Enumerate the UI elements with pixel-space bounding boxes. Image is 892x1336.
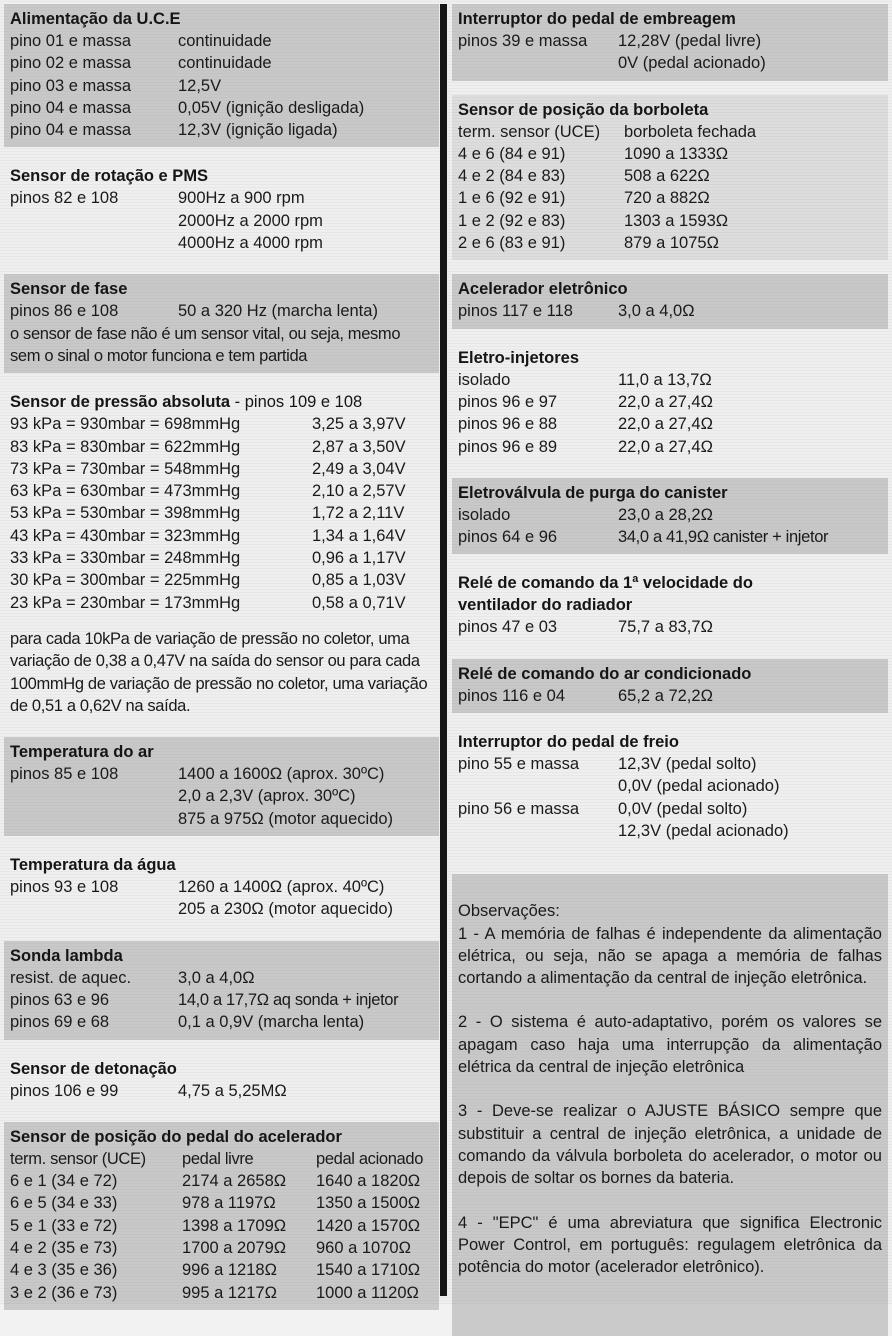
section-title: Eletroválvula de purga do canister [458,483,728,502]
section-purga-canister [452,478,888,555]
section-sensor-pressao-absoluta [4,387,439,723]
spec-row: 30 kPa = 300mbar = 225mmHg 0,85 a 1,03V [10,571,406,590]
spec-row: pino 55 e massa 12,3V (pedal solto) [458,755,757,774]
table-row: 6 e 1 (34 e 72) 2174 a 2658Ω 1640 a 1820Ω [10,1172,421,1191]
table-header: term. sensor (UCE) pedal livre pedal acionado [10,1149,424,1168]
section-acelerador-eletronico [452,274,888,328]
spec-row: pinos 86 e 108 50 a 320 Hz (marcha lenta) [10,302,378,321]
spec-row: pino 01 e massa continuidade [10,32,272,50]
spec-row: pinos 64 e 96 34,0 a 41,9Ω canister + injetor [458,528,829,547]
spec-row: 12,3V (pedal acionado) [618,821,789,840]
table-row: 1 e 2 (92 e 83) 1303 a 1593Ω [458,211,729,230]
observacoes-label: Observações: [458,902,560,921]
spec-row: pinos 96 e 88 22,0 a 27,4Ω [458,415,713,434]
section-eletro-injetores [452,343,888,464]
section-title: Sensor de posição da borboleta [458,100,709,119]
spec-row: 2000Hz a 2000 rpm [178,211,323,230]
spec-row: pinos 47 e 03 75,7 a 83,7Ω [458,618,713,637]
spec-row: 4000Hz a 4000 rpm [178,234,323,253]
section-title: Sensor de rotação e PMS [10,167,209,186]
section-title: Interruptor do pedal de freio [458,733,679,752]
spec-row: pinos 69 e 68 0,1 a 0,9V (marcha lenta) [10,1013,365,1032]
spec-row: 0V (pedal acionado) [618,54,766,73]
section-title: Interruptor do pedal de embreagem [458,10,736,28]
section-sensor-detonacao [4,1054,439,1108]
section-title: Acelerador eletrônico [458,280,628,299]
section-title: Sensor de fase [10,280,128,299]
section-note: para cada 10kPa de variação de pressão no coletor, uma variação de 0,38 a 0,47V na saída do sensor ou para cada 100mmHg de variação de pressão no coletor, uma variação de 0,51 a 0,62V na saída. [10,629,428,715]
spec-row: resist. de aquec. 3,0 a 4,0Ω [10,968,255,987]
section-title: Relé de comando da 1ª velocidade do [458,574,753,593]
section-temperatura-ar [4,737,439,836]
spec-row: pinos 106 e 99 4,75 a 5,25MΩ [10,1081,287,1100]
section-title: Sensor de pressão absoluta - pinos 109 e 108 [10,393,363,412]
spec-row: isolado 23,0 a 28,2Ω [458,505,713,524]
spec-row: pino 56 e massa 0,0V (pedal solto) [458,799,748,818]
spec-row: pino 03 e massa 12,5V [10,76,222,95]
section-title: Temperatura da água [10,856,176,875]
section-temperatura-agua [4,850,439,927]
table-header: term. sensor (UCE) borboleta fechada [458,122,757,141]
spec-row: pinos 117 e 118 3,0 a 4,0Ω [458,302,695,321]
spec-row: 83 kPa = 830mbar = 622mmHg 2,87 a 3,50V [10,437,406,456]
section-sonda-lambda [4,941,439,1040]
table-row: 1 e 6 (92 e 91) 720 a 882Ω [458,189,710,208]
spec-row: 0,0V (pedal acionado) [618,777,780,796]
spec-row: 73 kPa = 730mbar = 548mmHg 2,49 a 3,04V [10,459,406,478]
section-sensor-rotacao [4,161,439,260]
spec-row: pinos 93 e 108 1260 a 1400Ω (aprox. 40ºC) [10,878,385,897]
table-row: 6 e 5 (34 e 33) 978 a 1197Ω 1350 a 1500Ω [10,1194,421,1213]
section-interruptor-embreagem [452,4,888,81]
spec-row: pinos 82 e 108 900Hz a 900 rpm [10,189,305,208]
section-rele-ar-condicionado [452,659,888,713]
spec-row: pino 02 e massa continuidade [10,54,272,73]
spec-row: 205 a 230Ω (motor aquecido) [178,900,394,919]
section-title: Sensor de posição do pedal do acelerador [10,1127,342,1146]
observacao-item: 4 - "EPC" é uma abreviatura que significa Electronic Power Control, em português: regulagem eletrônica da potência do motor (acelerador eletrônico). [458,1213,882,1277]
spec-row: 93 kPa = 930mbar = 698mmHg 3,25 a 3,97V [10,415,406,434]
spec-row: 875 a 975Ω (motor aquecido) [178,809,394,828]
table-row: 3 e 2 (36 e 73) 995 a 1217Ω 1000 a 1120Ω [10,1283,419,1302]
section-title: Alimentação da U.C.E [10,10,181,28]
section-interruptor-freio [452,727,888,848]
spec-row: pinos 116 e 04 65,2 a 72,2Ω [458,686,713,705]
left-column [4,4,439,1310]
spec-row: pinos 39 e massa 12,28V (pedal livre) [458,32,762,50]
section-sensor-borboleta [452,95,888,261]
section-title: Temperatura do ar [10,743,154,762]
table-row: 4 e 2 (35 e 73) 1700 a 2079Ω 960 a 1070Ω [10,1238,411,1257]
section-title: Relé de comando do ar condicionado [458,664,752,683]
section-observacoes [452,874,888,1336]
section-sensor-fase [4,274,439,373]
spec-row: 23 kPa = 230mbar = 173mmHg 0,58 a 0,71V [10,593,406,612]
table-row: 5 e 1 (33 e 72) 1398 a 1709Ω 1420 a 1570Ω [10,1216,421,1235]
spec-row: 63 kPa = 630mbar = 473mmHg 2,10 a 2,57V [10,482,406,501]
spec-row: pino 04 e massa 12,3V (ignição ligada) [10,121,338,140]
observacao-item: 3 - Deve-se realizar o AJUSTE BÁSICO sempre que substituir a central de injeção eletrônica, a unidade de comando da válvula borboleta do acelerador, o motor ou depois de soltar os bornes da bateria. [458,1102,882,1188]
table-row: 2 e 6 (83 e 91) 879 a 1075Ω [458,234,719,253]
section-title: Sensor de detonação [10,1059,177,1078]
table-row: 4 e 2 (84 e 83) 508 a 622Ω [458,167,710,186]
table-row: 4 e 3 (35 e 36) 996 a 1218Ω 1540 a 1710Ω [10,1261,421,1280]
observacao-item: 2 - O sistema é auto-adaptativo, porém os valores se apagam caso haja uma interrupção da alimentação elétrica da central de injeção eletrônica [458,1013,882,1077]
spec-row: pinos 96 e 89 22,0 a 27,4Ω [458,437,713,456]
spec-row: 53 kPa = 530mbar = 398mmHg 1,72 a 2,11V [10,504,405,523]
spec-row: pinos 96 e 97 22,0 a 27,4Ω [458,392,713,411]
spec-row: 33 kPa = 330mbar = 248mmHg 0,96 a 1,17V [10,549,406,568]
spec-row: pinos 63 e 96 14,0 a 17,7Ω aq sonda + injetor [10,990,399,1009]
spec-row: 2,0 a 2,3V (aprox. 30ºC) [178,787,356,806]
section-note: o sensor de fase não é um sensor vital, ou seja, mesmo sem o sinal o motor funciona e tem partida [10,324,401,365]
spec-row: isolado 11,0 a 13,7Ω [458,370,712,389]
spec-row: pino 04 e massa 0,05V (ignição desligada) [10,98,365,117]
section-alimentacao-uce [4,4,439,147]
column-divider [440,4,447,1296]
section-rele-ventilador [452,568,888,644]
observacao-item: 1 - A memória de falhas é independente da alimentação elétrica, ou seja, não se apaga a memória de falhas cortando a alimentação da central de injeção eletrônica. [458,924,882,988]
right-column [452,4,888,1336]
section-title: Sonda lambda [10,946,123,965]
section-sensor-pedal-acelerador [4,1122,439,1310]
spec-row: 43 kPa = 430mbar = 323mmHg 1,34 a 1,64V [10,526,406,545]
table-row: 4 e 6 (84 e 91) 1090 a 1333Ω [458,144,729,163]
section-title-continued: ventilador do radiador [458,596,633,615]
spec-row: pinos 85 e 108 1400 a 1600Ω (aprox. 30ºC) [10,765,385,784]
section-title: Eletro-injetores [458,348,580,367]
